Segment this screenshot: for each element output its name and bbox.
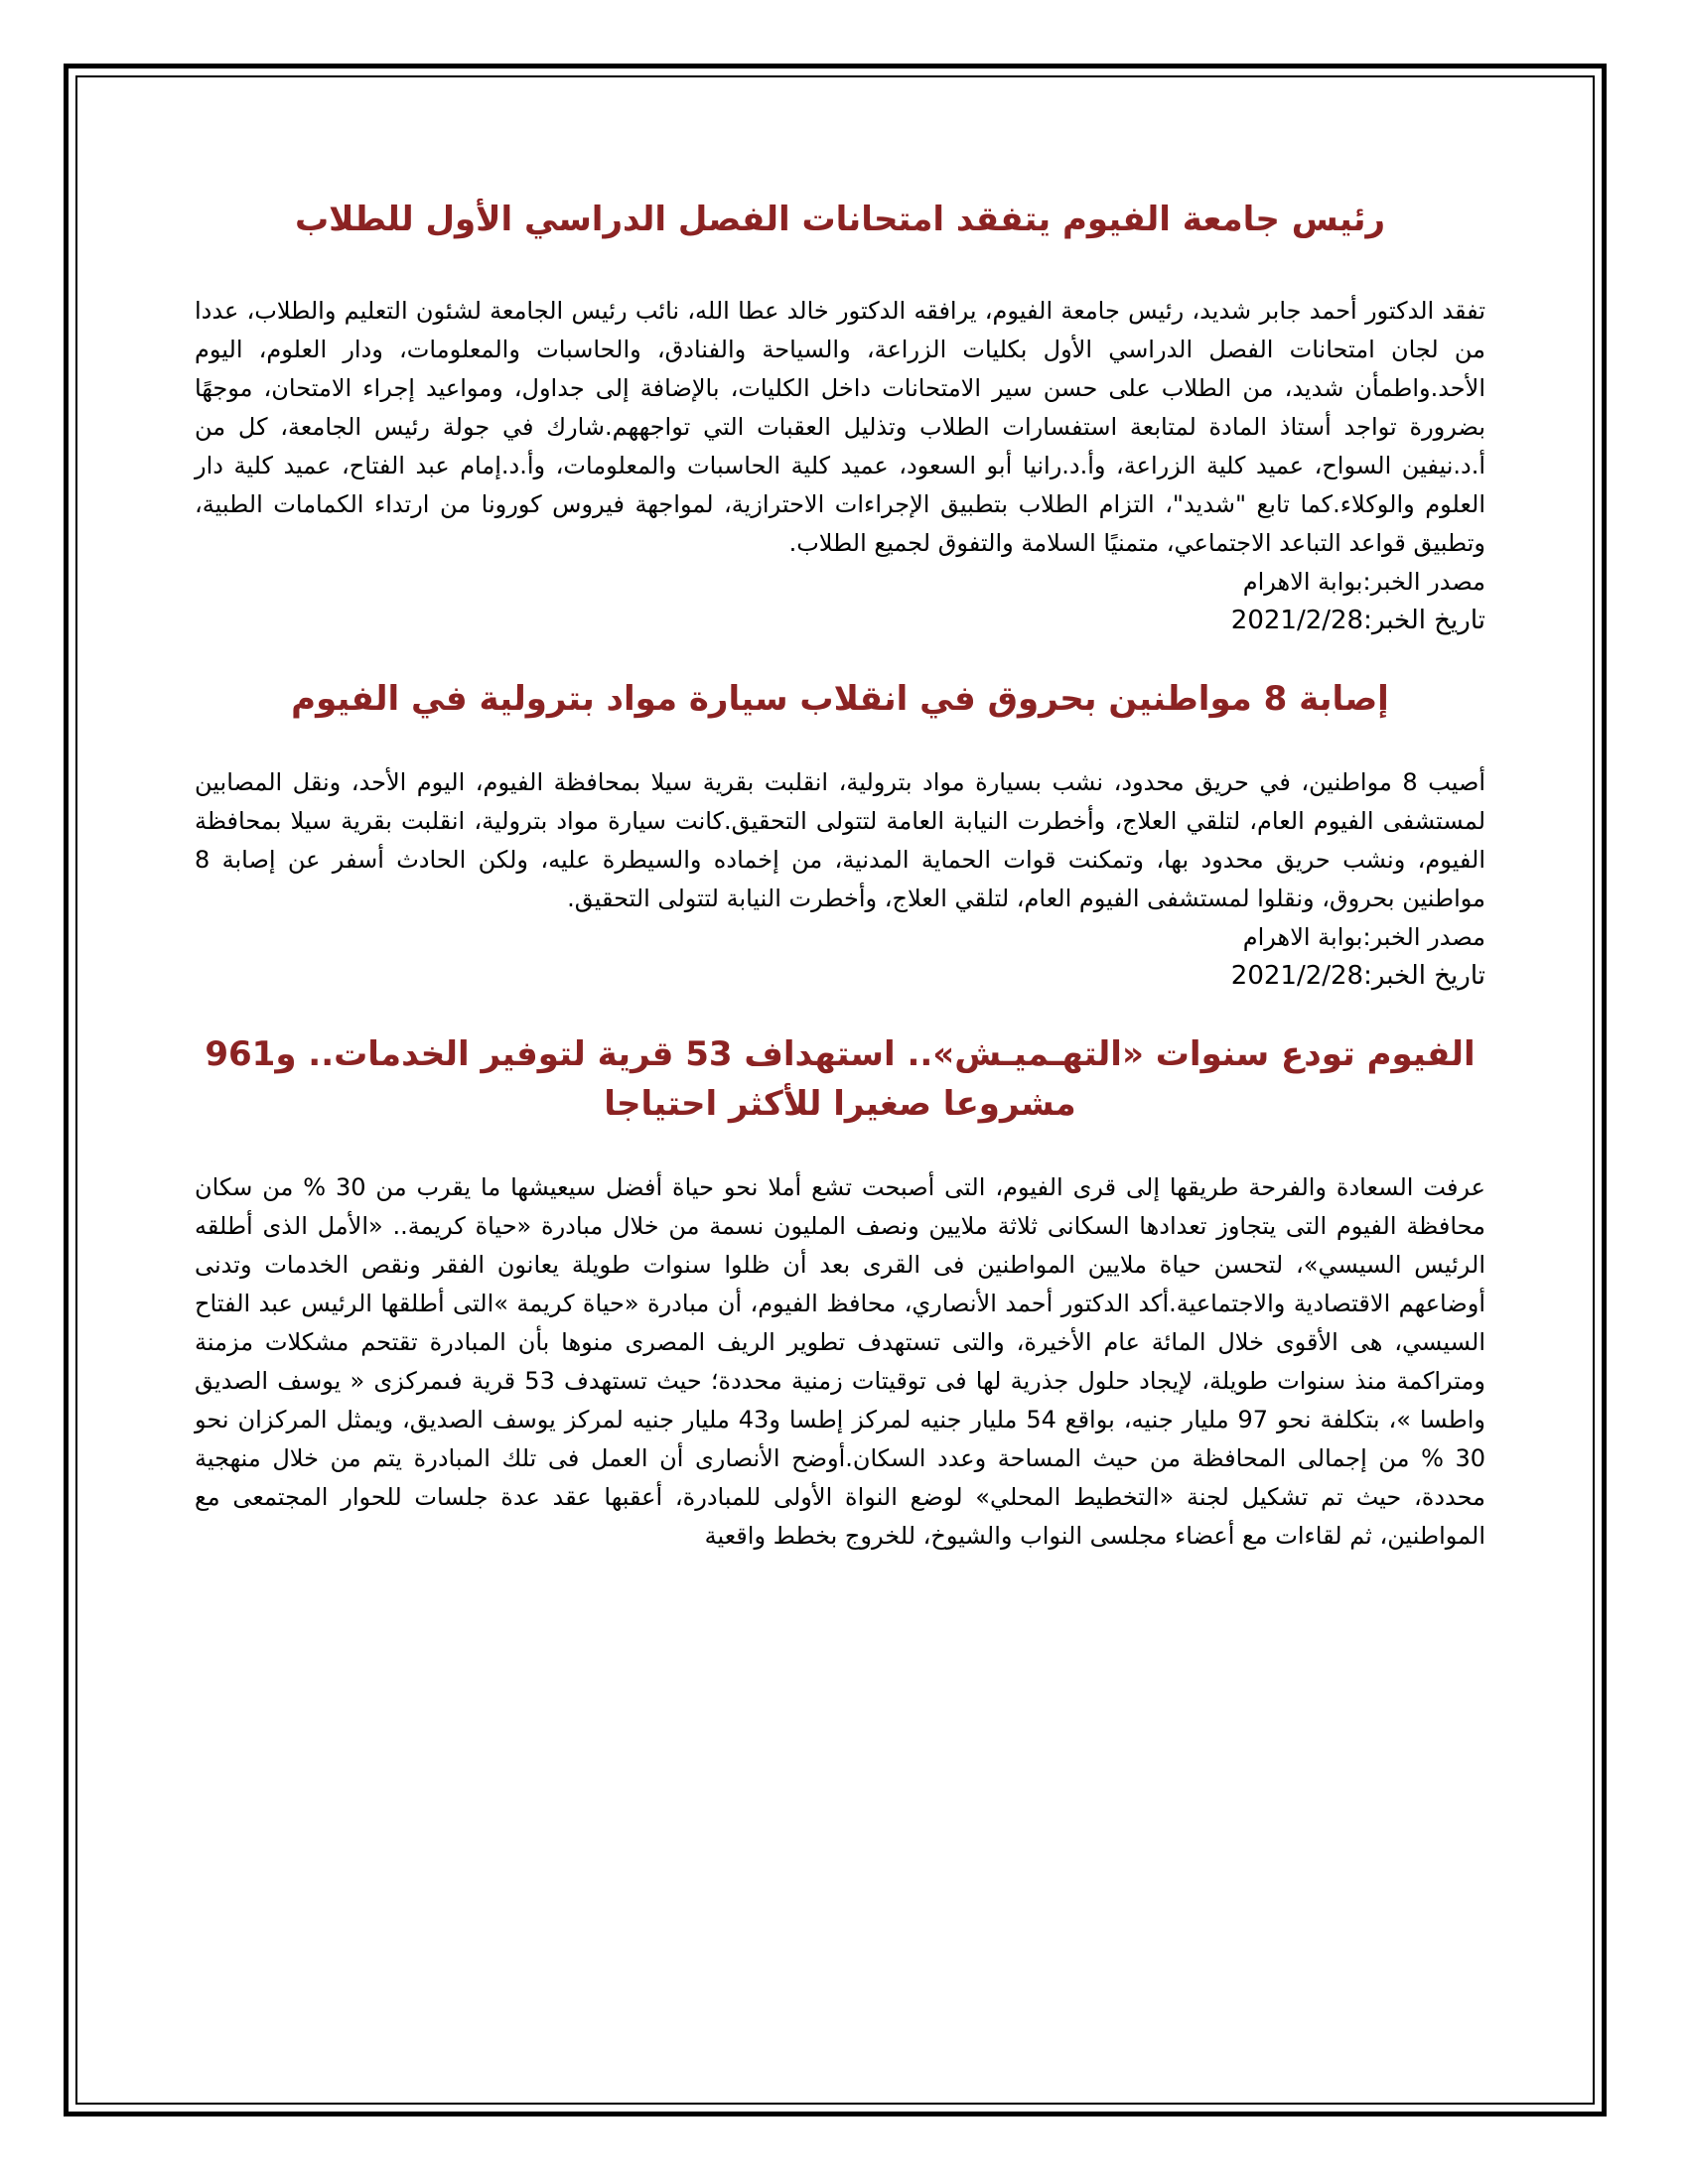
article-source: مصدر الخبر:بوابة الاهرام [1242,923,1485,951]
article-headline: رئيس جامعة الفيوم يتفقد امتحانات الفصل الدراسي الأول للطلاب [294,200,1386,239]
article-decent-life-initiative [195,1029,1485,1556]
article-body: تفقد الدكتور أحمد جابر شديد، رئيس جامعة الفيوم، يرافقه الدكتور خالد عطا الله، نائب رئيس الجامعة لشئون التعليم والطلاب، عددا من لجان امتحانات الفصل الدراسي الأول بكليات الزراعة، والسياحة والفنادق، والحاسبات والمعلومات، ودار العلوم، اليوم الأحد.واطمأن شديد، من الطلاب على حسن سير الامتحانات داخل الكليات، بالإضافة إلى جداول، ومواعيد إجراء الامتحان، موجهًا بضرورة تواجد أستاذ المادة لمتابعة استفسارات الطلاب وتذليل العقبات التي تواجههم.شارك في جولة رئيس الجامعة، كل من أ.د.نيفين السواح، عميد كلية الزراعة، وأ.د.رانيا أبو السعود، عميد كلية الحاسبات والمعلومات، وأ.د.إمام عبد الفتاح، عميد كلية دار العلوم والوكلاء.كما تابع "شديد"، التزام الطلاب بتطبيق الإجراءات الاحترازية، لمواجهة فيروس كورونا من ارتداء الكمامات الطبية، وتطبيق قواعد التباعد الاجتماعي، متمنيًا السلامة والتفوق لجميع الطلاب. [195,297,1485,557]
article-body: أصيب 8 مواطنين، في حريق محدود، نشب بسيارة مواد بترولية، انقلبت بقرية سيلا بمحافظة الفيوم، اليوم الأحد، ونقل المصابين لمستشفى الفيوم العام، لتلقي العلاج، وأخطرت النيابة العامة لتتولى التحقيق.كانت سيارة مواد بترولية، انقلبت بقرية سيلا بمحافظة الفيوم، ونشب حريق محدود بها، وتمكنت قوات الحماية المدنية، من إخماده والسيطرة عليه، ولكن الحادث أسفر عن إصابة 8 مواطنين بحروق، ونقلوا لمستشفى الفيوم العام، لتلقي العلاج، وأخطرت النيابة لتتولى التحقيق. [195,768,1485,912]
article-date: تاريخ الخبر:2021/2/28 [1230,606,1485,635]
article-headline: إصابة 8 مواطنين بحروق في انقلاب سيارة مواد بترولية في الفيوم [291,679,1389,719]
article-source: مصدر الخبر:بوابة الاهرام [1242,568,1485,596]
document-page [195,195,1485,2041]
article-headline: الفيوم تودع سنوات «التهـميـش».. استهداف 53 قرية لتوفير الخدمات.. و961 مشروعا صغيرا للأكثر احتياجا [205,1034,1476,1124]
article-body: عرفت السعادة والفرحة طريقها إلى قرى الفيوم، التى أصبحت تشع أملا نحو حياة أفضل سيعيشها ما يقرب من 30 % من سكان محافظة الفيوم التى يتجاوز تعدادها السكانى ثلاثة ملايين ونصف المليون نسمة من خلال مبادرة «حياة كريمة.. «الأمل الذى أطلقه الرئيس السيسي»، لتحسن حياة ملايين المواطنين فى القرى بعد أن ظلوا سنوات طويلة يعانون الفقر ونقص الخدمات وتدنى أوضاعهم الاقتصادية والاجتماعية.أكد الدكتور أحمد الأنصاري، محافظ الفيوم، أن مبادرة «حياة كريمة »التى أطلقها الرئيس عبد الفتاح السيسي، هى الأقوى خلال المائة عام الأخيرة، والتى تستهدف تطوير الريف المصرى منوها بأن المبادرة تقتحم مشكلات مزمنة ومتراكمة منذ سنوات طويلة، لإيجاد حلول جذرية لها فى توقيتات زمنية محددة؛ حيث تستهدف 53 قرية فىمركزى « يوسف الصديق واطسا »، بتكلفة نحو 97 مليار جنيه، بواقع 54 مليار جنيه لمركز إطسا و43 مليار جنيه لمركز يوسف الصديق، ويمثل المركزان نحو 30 % من إجمالى المحافظة من حيث المساحة وعدد السكان.أوضح الأنصارى أن العمل فى تلك المبادرة يتم من خلال منهجية محددة، حيث تم تشكيل لجنة «التخطيط المحلي» لوضع النواة الأولى للمبادرة، أعقبها عقد عدة جلسات للحوار المجتمعى مع المواطنين، ثم لقاءات مع أعضاء مجلسى النواب والشيوخ، للخروج بخطط واقعية [195,1173,1485,1550]
article-university-exams [195,195,1485,640]
article-date: تاريخ الخبر:2021/2/28 [1230,961,1485,991]
article-tanker-fire [195,674,1485,996]
